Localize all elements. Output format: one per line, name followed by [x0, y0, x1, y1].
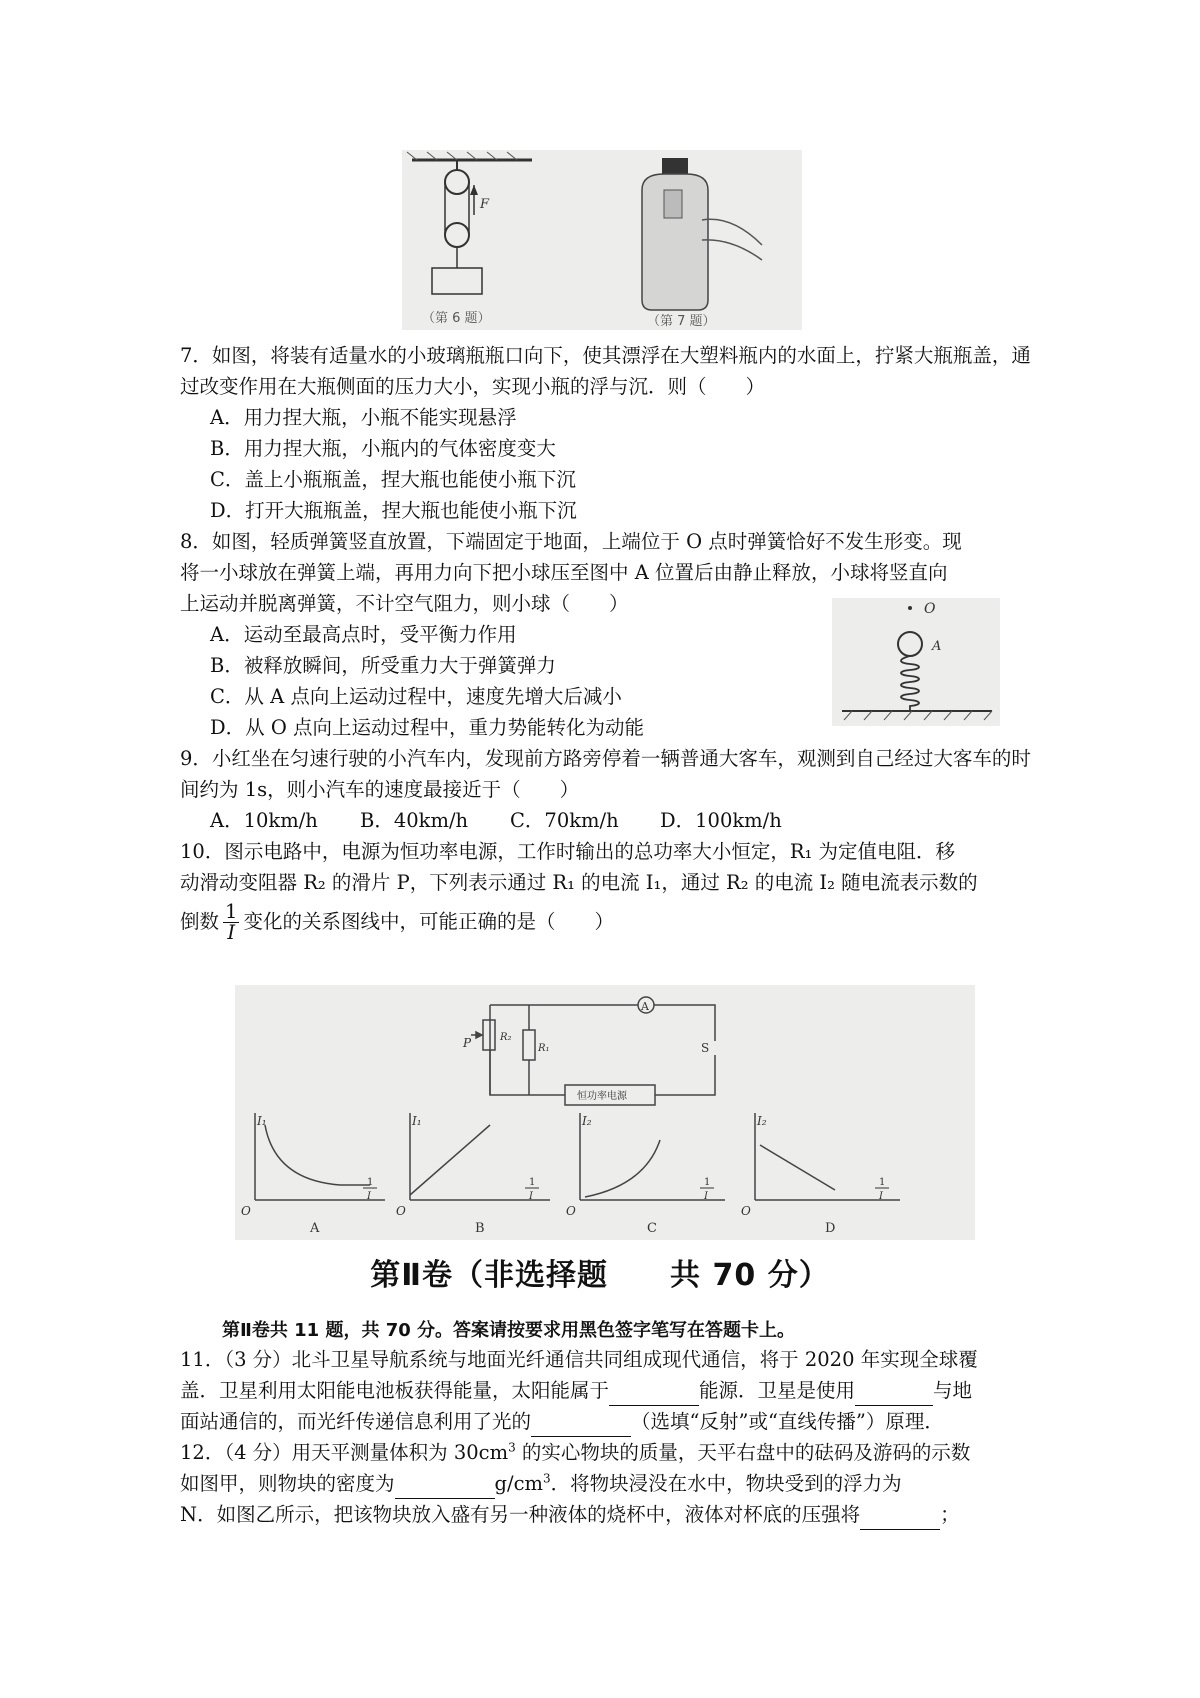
question-7-option-b: B．用力捏大瓶，小瓶内的气体密度变大 [210, 437, 556, 460]
figure-caption-q6: （第 6 题） [422, 311, 491, 326]
question-11-line3 [180, 1406, 1040, 1437]
question-12-text-3b: ； [940, 1503, 960, 1526]
graph-b-x-num: 1 [529, 1177, 536, 1188]
question-12-text-1a: 12．（4 分）用天平测量体积为 30cm [180, 1441, 509, 1464]
graph-c-x-num: 1 [704, 1177, 711, 1188]
fraction-numerator: 1 [225, 900, 238, 923]
graph-b-label: B [475, 1221, 485, 1236]
graph-c-ylabel: I₂ [582, 1114, 592, 1128]
section-2-title: 第Ⅱ卷（非选择题 共 70 分） [370, 1258, 830, 1293]
question-11-line1: 11．（3 分）北斗卫星导航系统与地面光纤通信共同组成现代通信，将于 2020 年实现全球覆 [180, 1348, 978, 1371]
spring-drawing [832, 598, 1000, 726]
graph-d-origin: O [741, 1204, 751, 1218]
question-10-line1: 10．图示电路中，电源为恒功率电源，工作时输出的总功率大小恒定，R₁ 为定值电阻．移 [180, 840, 956, 863]
question-12-text-2c: ．将物块浸没在水中，物块受到的浮力为 [550, 1472, 902, 1495]
question-8-option-c: C．从 A 点向上运动过程中，速度先增大后减小 [210, 685, 622, 708]
question-9 [180, 743, 1040, 836]
question-8-stem-line1: 8．如图，轻质弹簧竖直放置，下端固定于地面，上端位于 O 点时弹簧恰好不发生形变。现 [180, 530, 962, 553]
graph-c-origin: O [566, 1204, 576, 1218]
question-9-options [180, 805, 1040, 836]
question-12-line2 [180, 1468, 1040, 1499]
question-11-text-2c: 与地 [933, 1379, 973, 1402]
question-9-option-a: A．10km/h [210, 809, 318, 832]
section-2-note: 第Ⅱ卷共 11 题，共 70 分。答案请按要求用黑色签字笔写在答题卡上。 [222, 1320, 796, 1341]
graph-b [396, 1113, 550, 1236]
question-8-option-b: B．被释放瞬间，所受重力大于弹簧弹力 [210, 654, 556, 677]
question-9-stem: 9．小红坐在匀速行驶的小汽车内，发现前方路旁停着一辆普通大客车，观测到自己经过大客车的时间约为 1s，则小汽车的速度最接近于（ ） [180, 747, 1031, 801]
question-9-option-d: D．100km/h [660, 809, 782, 832]
question-12-text-3a: N．如图乙所示，把该物块放入盛有另一种液体的烧杯中，液体对杯底的压强将 [180, 1503, 861, 1526]
question-12-text-2a: 如图甲，则物块的密度为 [180, 1472, 395, 1495]
graph-a-label: A [310, 1221, 320, 1236]
blank-density[interactable] [395, 1478, 495, 1499]
graph-d [741, 1113, 900, 1236]
question-10-line3-post: 变化的关系图线中，可能正确的是（ ） [243, 910, 614, 933]
point-a-label: A [932, 639, 942, 654]
graph-d-x-den: I [879, 1191, 883, 1202]
question-8-stem-line3: 上运动并脱离弹簧，不计空气阻力，则小球（ ） [180, 592, 629, 615]
graph-b-ylabel: I₁ [412, 1114, 422, 1128]
question-12-sup-1: 3 [508, 1440, 516, 1455]
question-10 [180, 836, 1040, 943]
ammeter-label: A [641, 1000, 649, 1013]
question-8-stem-line2: 将一小球放在弹簧上端，再用力向下把小球压至图中 A 位置后由静止释放，小球将竖直向 [180, 561, 948, 584]
graph-c-label: C [647, 1221, 657, 1236]
graph-c-x-den: I [704, 1191, 708, 1202]
graph-a-x-den: I [367, 1191, 371, 1202]
question-12-text-2b: g/cm [494, 1472, 543, 1495]
question-12-sup-2: 3 [542, 1471, 551, 1486]
question-9-option-b: B．40km/h [360, 809, 469, 832]
question-7 [180, 340, 1040, 526]
power-source-label: 恒功率电源 [577, 1091, 627, 1102]
graph-a [241, 1113, 385, 1236]
graph-c [566, 1113, 725, 1236]
question-11-text-2b: 能源．卫星是使用 [699, 1379, 856, 1402]
question-8-option-d: D．从 O 点向上运动过程中，重力势能转化为动能 [210, 716, 645, 739]
circuit-graphs-drawing [235, 985, 975, 1240]
question-12-text-1b: 的实心物块的质量，天平右盘中的砝码及游码的示数 [515, 1441, 971, 1464]
figure-q6-q7-drawing [402, 150, 802, 330]
question-7-stem: 7．如图，将装有适量水的小玻璃瓶瓶口向下，使其漂浮在大塑料瓶内的水面上，拧紧大瓶瓶盖，通过改变作用在大瓶侧面的压力大小，实现小瓶的浮与沉．则（ ） [180, 344, 1031, 398]
question-8-option-a: A．运动至最高点时，受平衡力作用 [210, 623, 517, 646]
graph-d-x-num: 1 [879, 1177, 886, 1188]
r2-label: R₂ [500, 1032, 512, 1043]
r1-label: R₁ [538, 1043, 550, 1054]
question-7-option-c: C．盖上小瓶瓶盖，捏大瓶也能使小瓶下沉 [210, 468, 576, 491]
figure-caption-q7: （第 7 题） [647, 314, 716, 329]
blank-communication-medium[interactable] [855, 1385, 933, 1406]
question-12-line3 [180, 1499, 1040, 1530]
question-7-option-a: A．用力捏大瓶，小瓶不能实现悬浮 [210, 406, 517, 429]
blank-light-principle[interactable] [531, 1416, 631, 1437]
question-11 [180, 1344, 1040, 1437]
graph-d-label: D [825, 1221, 836, 1236]
force-label: F [480, 197, 490, 212]
question-11-text-3a: 面站通信的，而光纤传递信息利用了光的 [180, 1410, 532, 1433]
graph-b-origin: O [396, 1204, 406, 1218]
question-7-option-d: D．打开大瓶瓶盖，捏大瓶也能使小瓶下沉 [210, 499, 577, 522]
fraction-one-over-i [223, 902, 239, 943]
graph-d-ylabel: I₂ [757, 1114, 767, 1128]
question-12-line1 [180, 1437, 1040, 1468]
question-10-line2: 动滑动变阻器 R₂ 的滑片 P，下列表示通过 R₁ 的电流 I₁，通过 R₂ 的电流 I₂ 随电流表示数的 [180, 871, 978, 894]
graph-b-x-den: I [529, 1191, 533, 1202]
question-11-text-3b: （选填“反射”或“直线传播”）原理． [631, 1410, 944, 1433]
figure-q6-q7 [402, 150, 802, 330]
question-9-option-c: C．70km/h [510, 809, 619, 832]
fraction-denominator: I [227, 921, 236, 944]
figure-q10-circuit-graphs [235, 985, 975, 1240]
question-11-text-2a: 盖．卫星利用太阳能电池板获得能量，太阳能属于 [180, 1379, 610, 1402]
figure-q8-spring [832, 598, 1000, 726]
question-10-line3-pre: 倒数 [180, 910, 220, 933]
blank-energy-type[interactable] [609, 1385, 699, 1406]
question-12 [180, 1437, 1040, 1530]
slider-p-label: P [463, 1036, 472, 1050]
point-o-label: O [924, 601, 936, 617]
question-11-line2 [180, 1375, 1040, 1406]
question-10-line3 [180, 902, 1040, 943]
graph-a-ylabel: I₁ [257, 1114, 267, 1128]
graph-a-origin: O [241, 1204, 251, 1218]
blank-pressure-change[interactable] [860, 1509, 940, 1530]
graph-a-x-num: 1 [367, 1177, 374, 1188]
switch-label: S [701, 1041, 710, 1055]
